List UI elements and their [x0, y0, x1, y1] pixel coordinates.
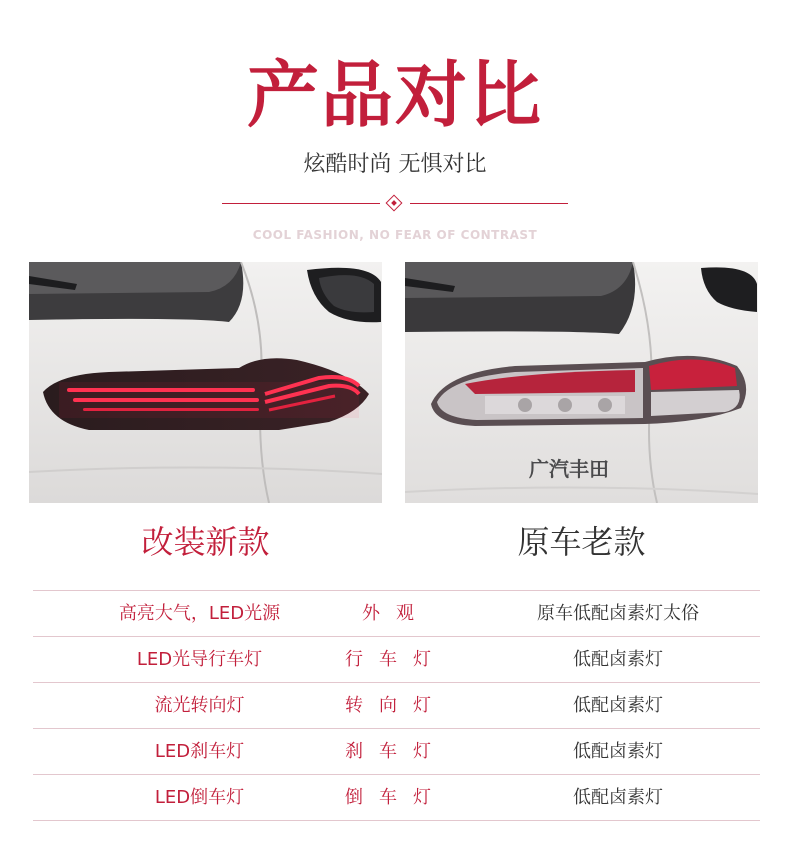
page-subtitle: 炫酷时尚 无惧对比 — [303, 152, 487, 177]
old-taillight-photo — [405, 262, 758, 503]
old-feature-cell: 低配卤素灯 — [573, 787, 663, 808]
new-feature-cell: LED光导行车灯 — [136, 649, 263, 670]
tagline: COOL FASHION, NO FEAR OF CONTRAST — [252, 228, 538, 242]
feature-name-cell: 外观 — [362, 603, 430, 624]
new-feature-cell: LED刹车灯 — [154, 741, 245, 762]
old-feature-cell: 低配卤素灯 — [573, 649, 663, 670]
table-row — [33, 683, 760, 729]
table-row — [33, 775, 760, 821]
new-model-caption: 改装新款 — [141, 523, 270, 561]
divider-line-right — [410, 203, 568, 204]
feature-name-cell: 转向灯 — [345, 695, 447, 716]
old-badge-text: 广汽丰田 — [529, 457, 609, 481]
feature-name-cell: 倒车灯 — [345, 787, 447, 808]
diamond-icon — [386, 195, 403, 212]
new-taillight-photo — [29, 262, 382, 503]
feature-name-cell: 刹车灯 — [345, 741, 447, 762]
old-feature-cell: 原车低配卤素灯太俗 — [537, 603, 699, 624]
feature-name-cell: 行车灯 — [345, 649, 447, 670]
table-row — [33, 591, 760, 637]
table-row — [33, 637, 760, 683]
new-feature-cell: 高亮大气，LED光源 — [118, 603, 281, 624]
page-title: 产品对比 — [246, 53, 543, 137]
old-model-caption: 原车老款 — [517, 523, 646, 561]
old-feature-cell: 低配卤素灯 — [573, 741, 663, 762]
ornamental-divider — [222, 196, 568, 212]
new-feature-cell: 流光转向灯 — [154, 695, 245, 716]
table-row — [33, 729, 760, 775]
new-feature-cell: LED倒车灯 — [154, 787, 245, 808]
divider-line-left — [222, 203, 380, 204]
comparison-table — [33, 590, 760, 821]
old-feature-cell: 低配卤素灯 — [573, 695, 663, 716]
